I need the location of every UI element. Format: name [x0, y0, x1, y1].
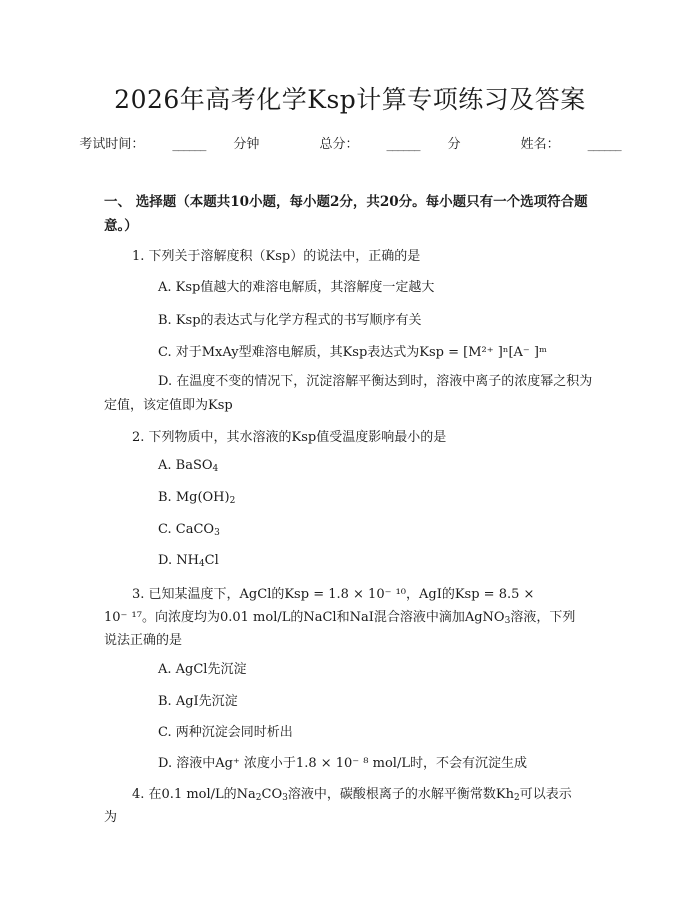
subscript: 3	[504, 616, 511, 626]
question-4-stem-line-2: 为	[104, 810, 118, 825]
student-name-field	[507, 133, 635, 152]
exam-time-blank: ______	[172, 137, 206, 152]
option-text: C. CaCO	[158, 522, 215, 537]
total-score-label: 总分：	[319, 137, 359, 152]
section-heading-multiple-choice: 一、 选择题（本题共10小题，每小题2分，共20分。每小题只有一个选项符合题意。）	[104, 194, 588, 234]
subscript: 4	[198, 559, 205, 569]
subscript: 4	[212, 464, 219, 474]
exam-time-unit: 分钟	[233, 137, 260, 152]
question-3-stem-line-1: 3. 已知某温度下，AgCl的Ksp = 1.8 × 10⁻ ¹⁰，AgI的Ksp = 8.5 ×	[132, 587, 535, 602]
question-3-option-b: B. AgI先沉淀	[158, 694, 238, 709]
stem-text: 10⁻ ¹⁷。向浓度均为0.01 mol/L的NaCl和NaI混合溶液中滴加AgNO	[104, 610, 505, 625]
subscript: 2	[229, 496, 236, 506]
question-3-stem-line-2	[104, 606, 575, 626]
question-2-option-d	[158, 553, 219, 569]
question-2-stem: 2. 下列物质中，其水溶液的Ksp值受温度影响最小的是	[132, 430, 447, 445]
exam-time-field	[65, 133, 273, 152]
student-name-blank: ______	[587, 137, 621, 152]
total-score-field	[305, 133, 474, 152]
question-2-option-c	[158, 522, 220, 538]
student-name-label: 姓名：	[520, 137, 560, 152]
stem-text: 溶液，下列	[510, 610, 576, 625]
question-1-option-c: C. 对于MxAy型难溶电解质，其Ksp表达式为Ksp = [M²⁺ ]ⁿ[A⁻ ]ᵐ	[158, 345, 547, 360]
question-3-option-d: D. 溶液中Ag⁺ 浓度小于1.8 × 10⁻ ⁸ mol/L时，不会有沉淀生成	[158, 756, 527, 771]
question-2-option-b	[158, 490, 235, 506]
stem-text: 溶液中，碳酸根离子的水解平衡常数Kh	[287, 787, 514, 802]
question-1-option-b: B. Ksp的表达式与化学方程式的书写顺序有关	[158, 313, 422, 328]
exam-info-line	[0, 133, 700, 152]
option-text: A. BaSO	[158, 458, 213, 473]
subscript: 2	[255, 793, 262, 803]
option-text: D. NH	[158, 553, 199, 568]
question-2-option-a	[158, 458, 218, 474]
page-title: 2026年高考化学Ksp计算专项练习及答案	[114, 85, 586, 114]
question-3-stem-line-3: 说法正确的是	[104, 633, 183, 648]
stem-text: 可以表示	[519, 787, 572, 802]
total-score-blank: ______	[386, 137, 420, 152]
question-1-option-a: A. Ksp值越大的难溶电解质，其溶解度一定越大	[158, 280, 435, 295]
stem-text: CO	[261, 787, 283, 802]
option-text: B. Mg(OH)	[158, 490, 230, 505]
subscript: 3	[282, 793, 288, 803]
question-4-stem-line-1	[132, 783, 572, 803]
question-3-option-a: A. AgCl先沉淀	[158, 662, 247, 677]
question-1-option-d: D. 在温度不变的情况下，沉淀溶解平衡达到时，溶液中离子的浓度幂之积为定值，该定值即为Ksp	[104, 374, 593, 413]
subscript: 2	[513, 793, 520, 803]
exam-time-label: 考试时间：	[79, 137, 145, 152]
question-3-option-c: C. 两种沉淀会同时析出	[158, 725, 293, 740]
question-1-stem: 1. 下列关于溶解度积（Ksp）的说法中，正确的是	[132, 249, 421, 264]
total-score-unit: 分	[447, 137, 461, 152]
subscript: 3	[214, 528, 220, 538]
option-text: Cl	[204, 553, 219, 568]
stem-text: 4. 在0.1 mol/L的Na	[132, 787, 256, 802]
